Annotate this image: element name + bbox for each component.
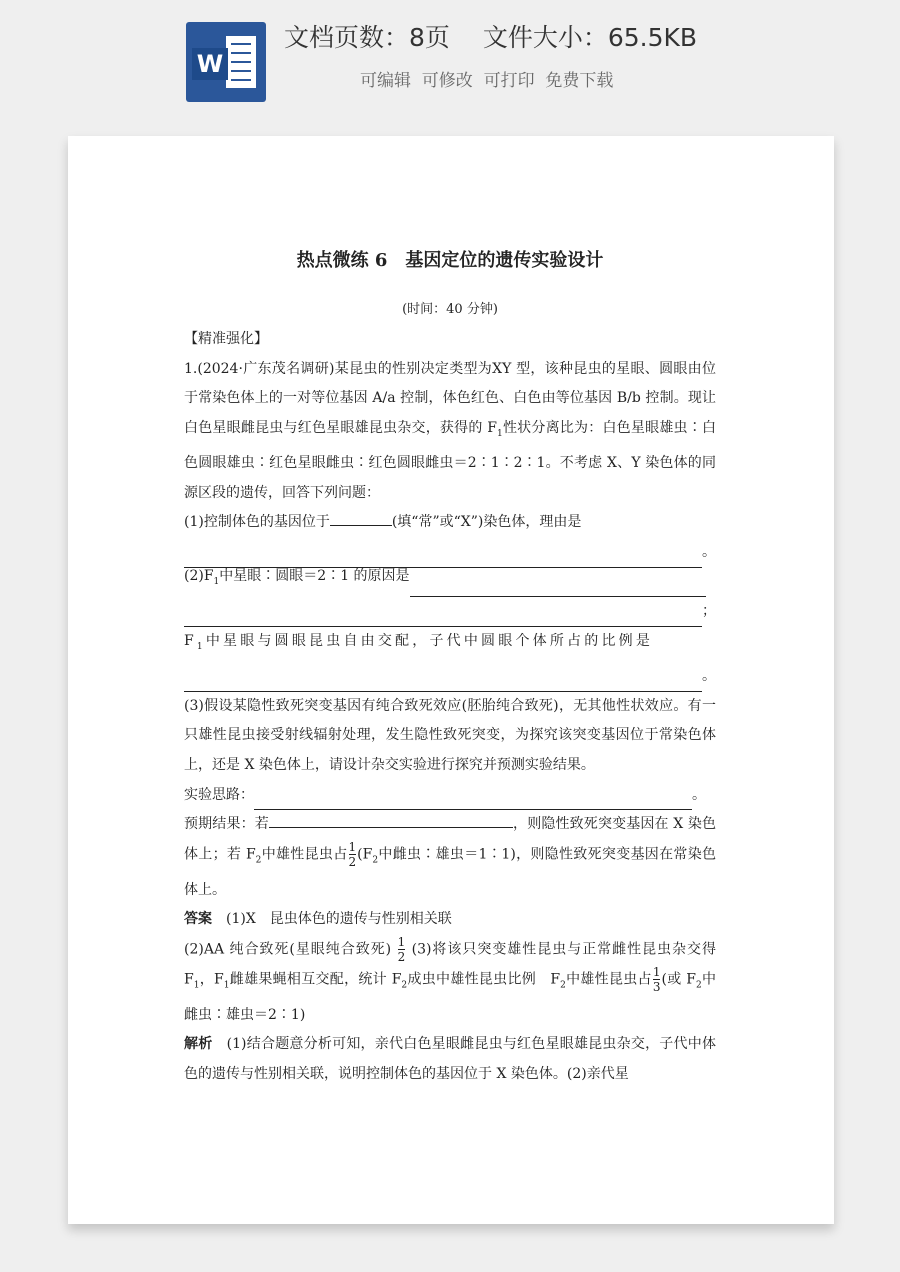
answer-block-1: 答案 (1)X 昆虫体色的遗传与性别相关联 [184,911,452,928]
section-heading: 【精准强化】 [184,331,268,347]
file-features: 可编辑 可修改 可打印 免费下载 [360,71,614,91]
answer-line: ； [184,597,716,627]
file-info-title: 文档页数：8页 文件大小：65.5KB [284,23,698,52]
answer-block-2: (2)AA 纯合致死(星眼纯合致死) $\frac{1}{2}$ (3)将该只突变雄性昆虫与正常雌性昆虫杂交得 $F_1$，$F_1$雌雄果蝇相互交配，统计 $F_2$成虫中雄性昆虫比例 $F_2$中雄性昆虫占 $\frac{1}{3}$ (或 $F_2$中雌虫∶雄虫＝2∶1) [184,934,716,1023]
answer-label: 答案 [184,911,212,928]
expected-result: 预期结果：若 ，则隐性致死突变基因在 X 染色体上；若 $F_2$中雄性昆虫占 $\frac{1}{2}$ ($F_2$中雌虫∶雄虫＝1∶1)，则隐性致死突变基因在常染色体上。 [184,810,716,905]
fraction: $\frac{1}{2}$ [397,934,406,964]
experiment-idea: 实验思路： 。 [184,781,716,811]
question-1-part-2b: $F_1$中星眼与圆眼昆虫自由交配，子代中圆眼个体所占的比例是 [184,632,654,652]
document-page [68,136,834,1224]
analysis-block: 解析 (1)结合题意分析可知，亲代白色星眼雌昆虫与红色星眼雄昆虫杂交，子代中体色的遗传与性别相关联，说明控制体色的基因位于 X 染色体。(2)亲代星 [184,1036,716,1082]
time-limit: (时间：40 分钟) [402,302,498,317]
analysis-label: 解析 [184,1036,213,1053]
download-banner [0,0,900,120]
question-1-part-1: (1)控制体色的基因位于 (填“常”或“X”)染色体，理由是 [184,508,716,538]
answer-blank[interactable] [184,677,702,692]
answer-blank[interactable] [254,795,692,810]
answer-blank[interactable] [330,511,392,526]
document-content [184,246,716,1090]
fraction: $\frac{1}{3}$ [652,964,661,994]
question-1-part-2: $(2)F_1$中星眼∶圆眼＝2∶1 的原因是 [184,568,716,598]
answer-line: 。 [184,662,716,692]
document-lines-icon [226,36,256,88]
answer-blank[interactable] [410,582,706,597]
word-logo-letter: W [192,48,228,80]
answer-blank[interactable] [184,612,702,627]
question-1-part-3: (3)假设某隐性致死突变基因有纯合致死效应(胚胎纯合致死)，无其他性状效应。有一只雄性昆虫接受射线辐射处理，发生隐性致死突变，为探究该突变基因位于常染色体上，还是 X 染色体上，请设计杂交实验进行探究并预测实验结果。 [184,697,716,773]
question-source: 1.(2024·广东茂名调研) [184,360,335,377]
answer-line: 。 [184,538,716,568]
answer-blank[interactable] [269,813,513,828]
doc-title: 热点微练 6 基因定位的遗传实验设计 [296,250,604,271]
word-icon [186,22,266,102]
question-1-stem: 1.(2024·广东茂名调研)某昆虫的性别决定类型为XY 型，该种昆虫的星眼、圆眼由位于常染色体上的一对等位基因 A/a 控制，体色红色、白色由等位基因 B/b 控制。现让白色星眼雌昆虫与红色星眼雄昆虫杂交，获得的 $F_1$性状分离比为：白色星眼雄虫∶白色圆眼雄虫∶红色星眼雌虫∶红色圆眼雌虫＝2∶1∶2∶1。不考虑 X、Y 染色体的同源区段的遗传，回答下列问题： [184,360,716,501]
fraction: $\frac{1}{2}$ [348,839,357,869]
